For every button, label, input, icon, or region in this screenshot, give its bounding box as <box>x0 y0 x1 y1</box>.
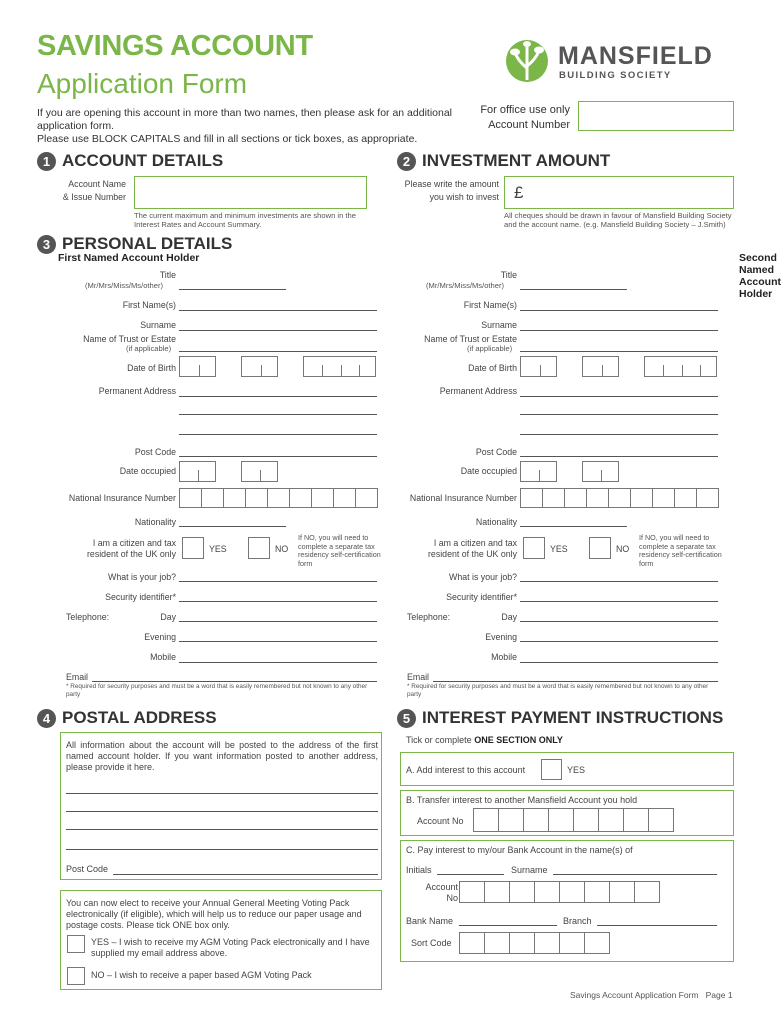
second-ni-cell[interactable] <box>608 488 631 508</box>
first-first-names-line[interactable] <box>179 310 377 311</box>
second-holder-heading: Second Named Account Holder <box>739 252 781 300</box>
second-nationality-label: Nationality <box>475 517 517 527</box>
digit-divider <box>700 365 701 377</box>
first-citizen-no-label: NO <box>275 544 289 554</box>
account-digit-cell[interactable] <box>548 808 574 832</box>
first-ni-cell[interactable] <box>267 488 290 508</box>
first-date-occupied-cell[interactable] <box>241 461 278 482</box>
option-a-label: A. Add interest to this account <box>406 765 526 775</box>
first-surname-line[interactable] <box>179 330 377 331</box>
option-b-account-label: Account No <box>417 816 464 826</box>
office-use-line1: For office use only <box>480 104 570 116</box>
account-digit-cell[interactable] <box>598 808 624 832</box>
first-ni-cell[interactable] <box>311 488 334 508</box>
first-ni-cell[interactable] <box>289 488 312 508</box>
digit-divider <box>540 365 541 377</box>
second-citizen-yes-label: YES <box>550 544 568 554</box>
second-title-line[interactable] <box>520 289 627 290</box>
second-job-line[interactable] <box>520 581 718 582</box>
first-address-line[interactable] <box>179 434 377 435</box>
section-investment-amount <box>397 151 610 171</box>
bank-account-digit-cell[interactable] <box>534 881 560 903</box>
first-address-label: Permanent Address <box>98 386 176 396</box>
first-ni-cell[interactable] <box>355 488 378 508</box>
account-digit-cell[interactable] <box>523 808 549 832</box>
digit-divider <box>663 365 664 377</box>
digit-divider <box>601 470 602 482</box>
bank-account-digit-cell[interactable] <box>559 881 585 903</box>
intro-line1: If you are opening this account in more than two names, then please ask for an additional application form. <box>37 107 453 132</box>
second-citizen-yes-checkbox[interactable] <box>523 537 545 559</box>
initials-label: Initials <box>406 865 432 875</box>
second-day-label: Day <box>501 612 517 622</box>
initials-line[interactable] <box>437 874 504 875</box>
section-postal-address <box>37 708 217 728</box>
bank-account-digit-cell[interactable] <box>509 881 535 903</box>
sort-code-digit-cell[interactable] <box>484 932 510 954</box>
digit-divider <box>322 365 323 377</box>
first-title-hint: (Mr/Mrs/Miss/Ms/other) <box>85 281 164 290</box>
option-c-label: C. Pay interest to my/our Bank Account in the name(s) of <box>406 845 633 855</box>
first-day-label: Day <box>160 612 176 622</box>
second-ni-cell[interactable] <box>542 488 565 508</box>
option-a-yes-checkbox[interactable] <box>541 759 562 780</box>
first-address-line[interactable] <box>179 396 377 397</box>
second-date-occupied-cell[interactable] <box>582 461 619 482</box>
first-citizen-no-checkbox[interactable] <box>248 537 270 559</box>
account-digit-cell[interactable] <box>623 808 649 832</box>
second-address-line[interactable] <box>520 414 718 415</box>
footer-page: Page 1 <box>705 990 733 1000</box>
digit-divider <box>682 365 683 377</box>
first-nationality-line[interactable] <box>179 526 286 527</box>
digit-divider <box>261 365 262 377</box>
section-title: INTEREST PAYMENT INSTRUCTIONS <box>422 708 724 727</box>
second-dob-cell[interactable] <box>644 356 717 377</box>
second-postcode-line[interactable] <box>520 456 718 457</box>
second-dob-label: Date of Birth <box>468 363 517 373</box>
sort-code-digit-cell[interactable] <box>459 932 485 954</box>
second-evening-line[interactable] <box>520 641 718 642</box>
second-surname-line[interactable] <box>520 330 718 331</box>
section-number: 5 <box>397 709 416 728</box>
logo-name: MANSFIELD <box>558 42 713 70</box>
first-date-occupied-cell[interactable] <box>179 461 216 482</box>
second-day-line[interactable] <box>520 621 718 622</box>
first-citizen-yes-checkbox[interactable] <box>182 537 204 559</box>
section-title: POSTAL ADDRESS <box>62 708 217 727</box>
bank-name-line[interactable] <box>459 925 557 926</box>
agm-yes-checkbox[interactable] <box>67 935 85 953</box>
postal-line[interactable] <box>66 829 378 830</box>
first-ni-label: National Insurance Number <box>68 493 176 503</box>
second-citizen-label: I am a citizen and tax resident of the UK only <box>428 538 517 559</box>
second-address-line[interactable] <box>520 434 718 435</box>
form-title: SAVINGS ACCOUNT <box>37 30 313 62</box>
section-title: ACCOUNT DETAILS <box>62 151 224 170</box>
section-number: 4 <box>37 709 56 728</box>
second-address-label: Permanent Address <box>439 386 517 396</box>
office-account-number-field[interactable] <box>578 101 734 131</box>
first-job-label: What is your job? <box>108 572 176 582</box>
section-title: PERSONAL DETAILS <box>62 234 233 253</box>
first-dob-cell[interactable] <box>303 356 376 377</box>
second-title-hint: (Mr/Mrs/Miss/Ms/other) <box>426 281 505 290</box>
first-security-label: Security identifier* <box>105 592 176 602</box>
first-telephone-label: Telephone: <box>66 612 110 622</box>
second-date-occupied-label: Date occupied <box>460 466 517 476</box>
branch-label: Branch <box>563 916 592 926</box>
second-email-label: Email <box>407 672 429 682</box>
postal-postcode-line[interactable] <box>113 874 378 875</box>
second-citizen-no-label: NO <box>616 544 630 554</box>
option-b-label: B. Transfer interest to another Mansfield Account you hold <box>406 795 638 805</box>
first-address-line[interactable] <box>179 414 377 415</box>
first-ni-cell[interactable] <box>201 488 224 508</box>
first-mobile-line[interactable] <box>179 662 377 663</box>
second-surname-label: Surname <box>481 320 517 330</box>
first-nationality-label: Nationality <box>134 517 176 527</box>
first-postcode-line[interactable] <box>179 456 377 457</box>
second-first-names-line[interactable] <box>520 310 718 311</box>
investment-note: All cheques should be drawn in favour of Mansfield Building Society and the account name. (e.g. Mansfield Building Society – J.Smith) <box>504 211 732 229</box>
second-security-label: Security identifier* <box>446 592 517 602</box>
digit-divider <box>199 365 200 377</box>
agm-yes-label: YES – I wish to receive my AGM Voting Pack electronically and I have supplied my email address above. <box>91 937 370 958</box>
second-job-label: What is your job? <box>449 572 517 582</box>
postal-line[interactable] <box>66 811 378 812</box>
first-security-line[interactable] <box>179 601 377 602</box>
second-telephone-label: Telephone: <box>407 612 451 622</box>
bank-name-label: Bank Name <box>406 916 454 926</box>
agm-no-checkbox[interactable] <box>67 967 85 985</box>
first-mobile-label: Mobile <box>150 652 176 662</box>
section-account-details <box>37 151 223 171</box>
second-date-occupied-cell[interactable] <box>520 461 557 482</box>
second-ni-cell[interactable] <box>674 488 697 508</box>
pound-sign: £ <box>514 183 524 202</box>
first-email-line[interactable] <box>92 681 377 682</box>
first-holder-heading: First Named Account Holder <box>58 252 200 264</box>
sort-code-digit-cell[interactable] <box>534 932 560 954</box>
first-citizen-yes-label: YES <box>209 544 227 554</box>
first-ni-cell[interactable] <box>223 488 246 508</box>
bank-account-digit-cell[interactable] <box>609 881 635 903</box>
first-dob-cell[interactable] <box>179 356 216 377</box>
first-title-label: Title <box>159 270 176 280</box>
intro-text <box>37 107 457 146</box>
footer-doc: Savings Account Application Form <box>570 990 699 1000</box>
postal-address-box[interactable] <box>60 732 382 880</box>
footer <box>570 990 733 1000</box>
second-mobile-line[interactable] <box>520 662 718 663</box>
office-use-label <box>456 103 570 133</box>
second-dob-cell[interactable] <box>582 356 619 377</box>
account-note: The current maximum and minimum investments are shown in the Interest Rates and Account Summary. <box>134 211 356 229</box>
postal-line[interactable] <box>66 849 378 850</box>
first-dob-label: Date of Birth <box>127 363 176 373</box>
bank-account-digit-cell[interactable] <box>484 881 510 903</box>
section-personal-details <box>37 234 232 254</box>
sort-code-digit-cell[interactable] <box>559 932 585 954</box>
agm-box <box>60 890 382 990</box>
agm-text: You can now elect to receive your Annual General Meeting Voting Pack electronically (if eligible), which will help us to reduce our paper usage and postage costs. Please tick ONE box only. <box>66 898 362 930</box>
first-trust-line[interactable] <box>179 351 377 352</box>
postal-text: All information about the account will be posted to the address of the first named account holder. If you want information posted to another address, please provide it here. <box>66 740 378 772</box>
second-ni-cell[interactable] <box>696 488 719 508</box>
section-number: 1 <box>37 152 56 171</box>
digit-divider <box>260 470 261 482</box>
second-ni-cell[interactable] <box>520 488 543 508</box>
first-job-line[interactable] <box>179 581 377 582</box>
second-mobile-label: Mobile <box>491 652 517 662</box>
first-trust-hint: (if applicable) <box>126 344 172 353</box>
first-date-occupied-label: Date occupied <box>119 466 176 476</box>
first-ni-cell[interactable] <box>333 488 356 508</box>
invest-amount-field[interactable] <box>504 176 734 209</box>
second-trust-line[interactable] <box>520 351 718 352</box>
first-surname-label: Surname <box>140 320 176 330</box>
bank-account-digit-cell[interactable] <box>459 881 485 903</box>
second-footnote: * Required for security purposes and must be a word that is easily remembered but not known to any other party <box>407 683 709 698</box>
sort-code-label: Sort Code <box>411 938 452 948</box>
digit-divider <box>198 470 199 482</box>
digit-divider <box>341 365 342 377</box>
logo-subtitle: BUILDING SOCIETY <box>559 70 672 81</box>
first-evening-label: Evening <box>144 632 176 642</box>
second-ni-cell[interactable] <box>586 488 609 508</box>
option-a-yes-label: YES <box>567 765 586 775</box>
interest-option-a <box>400 752 734 786</box>
account-name-field[interactable] <box>134 176 367 209</box>
digit-divider <box>539 470 540 482</box>
surname-line[interactable] <box>553 874 717 875</box>
second-ni-label: National Insurance Number <box>409 493 517 503</box>
digit-divider <box>359 365 360 377</box>
section-number: 2 <box>397 152 416 171</box>
surname-label: Surname <box>511 865 548 875</box>
second-nationality-line[interactable] <box>520 526 627 527</box>
first-title-line[interactable] <box>179 289 286 290</box>
second-evening-label: Evening <box>485 632 517 642</box>
account-name-label: Account Name & Issue Number <box>62 179 126 202</box>
account-digit-cell[interactable] <box>473 808 499 832</box>
second-trust-label: Name of Trust or Estate <box>424 334 517 344</box>
second-dob-cell[interactable] <box>520 356 557 377</box>
sort-code-digit-cell[interactable] <box>584 932 610 954</box>
second-citizen-no-checkbox[interactable] <box>589 537 611 559</box>
invest-amount-label: Please write the amount you wish to invest <box>404 179 499 202</box>
agm-no-label: NO – I wish to receive a paper based AGM Voting Pack <box>91 970 312 980</box>
second-security-line[interactable] <box>520 601 718 602</box>
second-ni-cell[interactable] <box>652 488 675 508</box>
section-title: INVESTMENT AMOUNT <box>422 151 611 170</box>
postal-postcode-label: Post Code <box>66 864 109 874</box>
form-subtitle: Application Form <box>37 68 248 99</box>
bank-account-digit-cell[interactable] <box>584 881 610 903</box>
second-first-names-label: First Name(s) <box>463 300 517 310</box>
second-email-line[interactable] <box>433 681 718 682</box>
first-footnote: * Required for security purposes and must be a word that is easily remembered but not known to any other party <box>66 683 368 698</box>
first-dob-cell[interactable] <box>241 356 278 377</box>
office-use-line2: Account Number <box>488 119 570 131</box>
second-if-no-note: If NO, you will need to complete a separate tax residency self-certification form <box>639 533 722 568</box>
first-postcode-label: Post Code <box>134 447 176 457</box>
tree-logo-icon <box>505 38 555 86</box>
first-ni-cell[interactable] <box>179 488 202 508</box>
intro-line2: Please use BLOCK CAPITALS and fill in all sections or tick boxes, as appropriate. <box>37 133 418 145</box>
bank-account-label: Account No <box>425 882 458 903</box>
sort-code-digit-cell[interactable] <box>509 932 535 954</box>
section-number: 3 <box>37 235 56 254</box>
second-ni-cell[interactable] <box>630 488 653 508</box>
first-day-line[interactable] <box>179 621 377 622</box>
first-if-no-note: If NO, you will need to complete a separate tax residency self-certification form <box>298 533 381 568</box>
first-ni-cell[interactable] <box>245 488 268 508</box>
digit-divider <box>602 365 603 377</box>
interest-option-c <box>400 840 734 962</box>
second-address-line[interactable] <box>520 396 718 397</box>
section-interest-payment <box>397 708 723 728</box>
first-evening-line[interactable] <box>179 641 377 642</box>
first-citizen-label: I am a citizen and tax resident of the UK only <box>87 538 176 559</box>
postal-line[interactable] <box>66 793 378 794</box>
account-digit-cell[interactable] <box>648 808 674 832</box>
account-digit-cell[interactable] <box>498 808 524 832</box>
first-first-names-label: First Name(s) <box>122 300 176 310</box>
second-title-label: Title <box>500 270 517 280</box>
second-postcode-label: Post Code <box>475 447 517 457</box>
bank-account-digit-cell[interactable] <box>634 881 660 903</box>
second-ni-cell[interactable] <box>564 488 587 508</box>
mansfield-logo <box>505 38 735 86</box>
second-trust-hint: (if applicable) <box>467 344 513 353</box>
first-email-label: Email <box>66 672 88 682</box>
branch-line[interactable] <box>597 925 717 926</box>
interest-instruction: Tick or complete ONE SECTION ONLY <box>406 735 563 745</box>
interest-option-b <box>400 790 734 836</box>
first-trust-label: Name of Trust or Estate <box>83 334 176 344</box>
account-digit-cell[interactable] <box>573 808 599 832</box>
